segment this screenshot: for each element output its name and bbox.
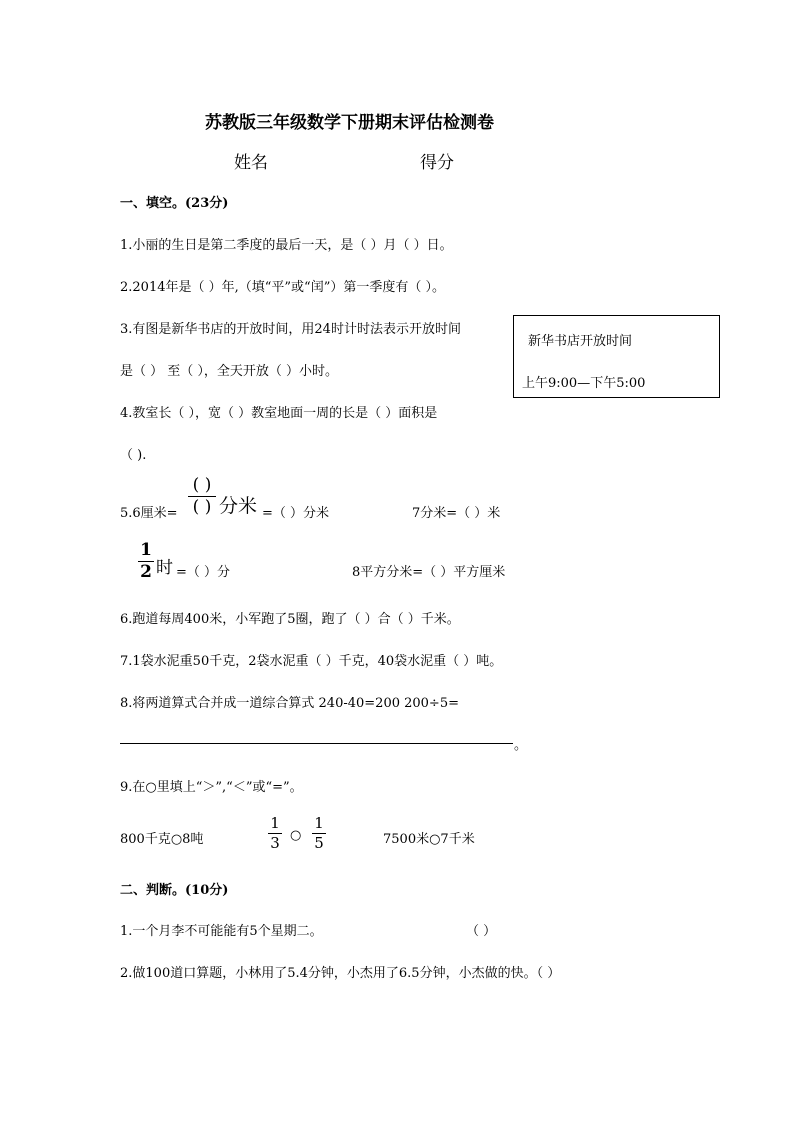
fraction-denominator: ( ) (192, 497, 212, 517)
page-title: 苏教版三年级数学下册期末评估检测卷 (205, 113, 494, 133)
fraction-numerator: 1 (140, 540, 152, 560)
question-9c: 7500米○7千米 (383, 832, 475, 847)
judgment-1: 1.一个月李不可能能有5个星期二。 (120, 924, 323, 939)
question-4-line-1: 4.教室长（ ），宽（ ）教室地面一周的长是（ ）面积是 (120, 406, 438, 421)
bookstore-hours-box (513, 315, 720, 398)
question-5c-fraction (138, 542, 154, 581)
judgment-2: 2.做100道口算题，小林用了5.4分钟，小杰用了6.5分钟，小杰做的快。（ ） (120, 966, 561, 981)
section-heading-fill-in: 一、填空。(23分) (120, 196, 229, 211)
question-5a-fraction (188, 477, 216, 516)
fraction-denominator: 5 (314, 834, 324, 852)
question-5a-prefix: 5.6厘米= (120, 506, 178, 521)
bookstore-hours-time: 上午9:00—下午5:00 (522, 376, 646, 391)
question-8-answer-line (120, 743, 513, 744)
bookstore-hours-title: 新华书店开放时间 (528, 334, 633, 349)
question-5c-suffix: =（ ）分 (176, 565, 231, 580)
fraction-denominator: 3 (270, 834, 280, 852)
judgment-1-answer-paren: （ ） (466, 924, 497, 939)
question-9b-left-fraction (268, 816, 282, 851)
question-8-end-mark: 。 (514, 738, 528, 753)
fraction-denominator: 2 (140, 562, 152, 582)
question-4-line-2: （ ). (120, 448, 147, 463)
question-3-line-1: 3.有图是新华书店的开放时间，用24时计时法表示开放时间 (120, 322, 461, 337)
fraction-numerator: 1 (314, 814, 324, 832)
question-5d: 8平方分米=（ ）平方厘米 (352, 565, 506, 580)
question-9b-compare-circle: ○ (290, 828, 302, 843)
question-6: 6.跑道每周400米，小军跑了5圈，跑了（ ）合（ ）千米。 (120, 612, 460, 627)
fraction-numerator: 1 (270, 814, 280, 832)
question-7: 7.1袋水泥重50千克，2袋水泥重（ ）千克，40袋水泥重（ ）吨。 (120, 654, 503, 669)
question-9a: 800千克○8吨 (120, 832, 204, 847)
question-1: 1.小丽的生日是第二季度的最后一天，是（ ）月（ ）日。 (120, 238, 453, 253)
question-9b-right-fraction (312, 816, 326, 851)
question-5c-unit: 时 (156, 558, 173, 578)
fraction-numerator: ( ) (192, 475, 212, 495)
section-heading-true-false: 二、判断。(10分) (120, 883, 229, 898)
score-label: 得分 (420, 153, 454, 173)
question-8: 8.将两道算式合并成一道综合算式 240-40=200 200÷5= (120, 696, 459, 711)
question-3-line-2: 是（ ） 至（ ），全天开放（ ）小时。 (120, 364, 339, 379)
question-5b: 7分米=（ ）米 (412, 506, 501, 521)
question-2: 2.2014年是（ ）年,（填“平”或“闰”）第一季度有（ ）。 (120, 280, 445, 295)
question-5a-unit: 分米 (219, 495, 258, 517)
question-9: 9.在○里填上“＞”,“＜”或“=”。 (120, 780, 303, 795)
name-label: 姓名 (234, 153, 268, 173)
question-5a-suffix: =（ ）分米 (262, 506, 330, 521)
